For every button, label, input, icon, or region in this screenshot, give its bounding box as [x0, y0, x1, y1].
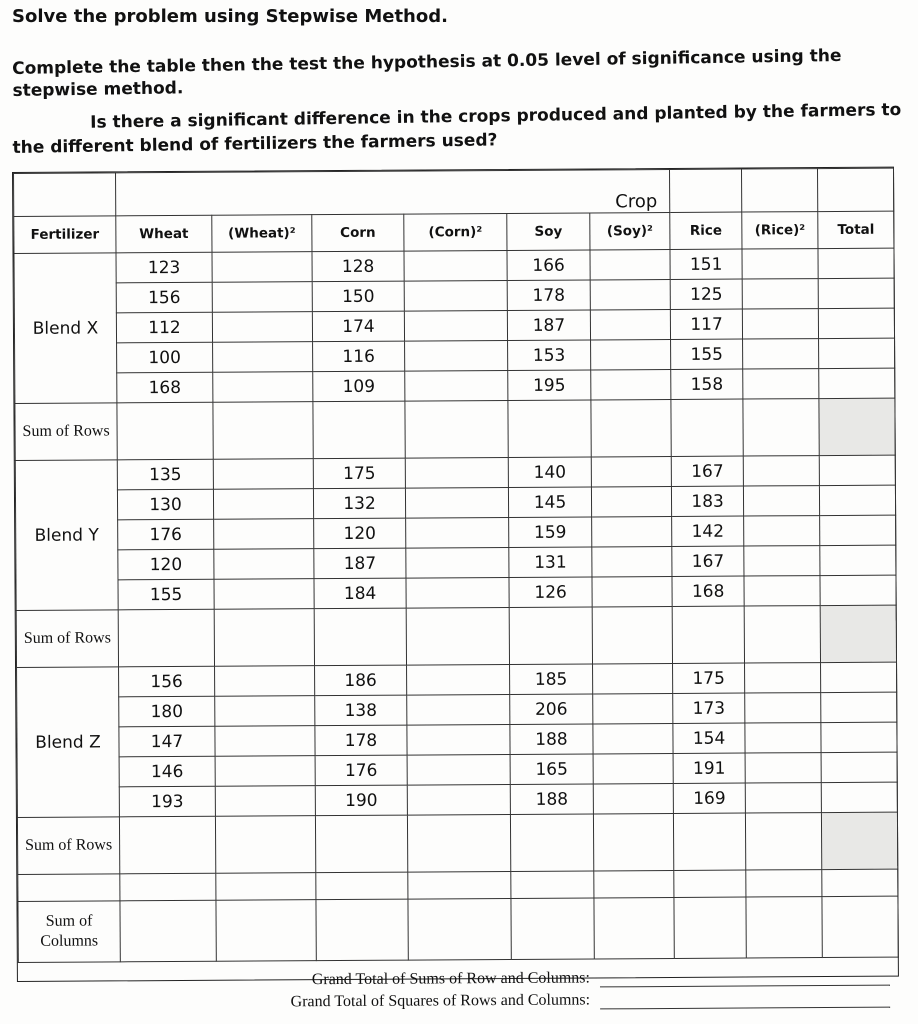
wheat-squared-cell[interactable]: [214, 549, 314, 580]
sum-of-columns-label: Sum of Columns: [18, 901, 120, 963]
rice-value: 191: [673, 753, 745, 783]
row-total-cell[interactable]: [821, 752, 897, 782]
column-sum-cell[interactable]: [822, 896, 898, 957]
rice-squared-cell[interactable]: [742, 279, 818, 309]
rice-value: 183: [672, 486, 744, 516]
corn-squared-cell[interactable]: [404, 250, 507, 281]
header-rice-squared: (Rice)²: [742, 212, 818, 249]
wheat-value: 180: [119, 696, 215, 727]
rice-squared-cell[interactable]: [744, 546, 820, 576]
soy-value: 188: [510, 724, 593, 755]
wheat-value: 120: [118, 549, 214, 580]
row-total-cell[interactable]: [820, 545, 896, 575]
wheat-squared-cell[interactable]: [214, 579, 314, 610]
wheat-squared-cell[interactable]: [212, 282, 312, 313]
question-text: [12, 98, 908, 160]
corn-value: 138: [315, 695, 407, 726]
soy-squared-cell[interactable]: [593, 723, 673, 753]
corn-value: 150: [312, 281, 404, 312]
rice-squared-cell[interactable]: [743, 339, 819, 369]
corn-squared-cell[interactable]: [405, 487, 508, 518]
soy-value: 153: [508, 340, 591, 371]
grand-totals: [18, 958, 898, 1013]
sum-cell[interactable]: [508, 400, 591, 458]
corn-squared-cell[interactable]: [406, 577, 509, 608]
wheat-squared-cell[interactable]: [213, 342, 313, 373]
row-total-cell[interactable]: [819, 455, 895, 485]
fertilizer-label: Blend Y: [15, 460, 118, 611]
soy-squared-cell[interactable]: [593, 783, 673, 813]
blank-cell[interactable]: [408, 871, 511, 899]
corn-value: 175: [313, 458, 405, 489]
soy-squared-cell[interactable]: [591, 486, 671, 516]
rice-value: 168: [672, 576, 744, 606]
column-sum-cell[interactable]: [746, 897, 822, 958]
corn-squared-cell[interactable]: [406, 547, 509, 578]
soy-squared-cell[interactable]: [593, 663, 673, 693]
rice-value: 175: [673, 663, 745, 693]
page-title: Solve the problem using Stepwise Method.: [12, 6, 448, 27]
sum-cell[interactable]: [819, 398, 895, 455]
soy-value: 166: [507, 250, 590, 281]
corn-value: 190: [315, 785, 407, 816]
sum-cell[interactable]: [672, 606, 744, 663]
blank-cell[interactable]: [511, 871, 594, 899]
header-corn-squared: (Corn)²: [404, 213, 507, 251]
corn-squared-cell[interactable]: [406, 517, 509, 548]
rice-value: 142: [672, 516, 744, 546]
blank-cell[interactable]: [120, 873, 216, 901]
grand-total-sums-label: Grand Total of Sums of Row and Columns:: [311, 969, 590, 989]
crop-header-blank: [818, 168, 894, 211]
grand-total-squares-blank[interactable]: [600, 993, 890, 1010]
crop-header-label: Crop: [615, 191, 658, 213]
soy-value: 159: [509, 517, 592, 548]
blank-cell[interactable]: [216, 873, 316, 901]
header-wheat-squared: (Wheat)²: [212, 215, 312, 253]
wheat-squared-cell[interactable]: [215, 756, 315, 787]
soy-squared-cell[interactable]: [590, 249, 670, 279]
row-total-cell[interactable]: [821, 722, 897, 752]
corn-squared-cell[interactable]: [407, 724, 510, 755]
wheat-squared-cell[interactable]: [213, 459, 313, 490]
soy-squared-cell[interactable]: [591, 456, 671, 486]
wheat-squared-cell[interactable]: [213, 489, 313, 520]
sum-cell[interactable]: [314, 608, 406, 666]
soy-squared-cell[interactable]: [592, 576, 672, 606]
corn-squared-cell[interactable]: [404, 280, 507, 311]
sum-cell[interactable]: [671, 399, 743, 456]
blank-cell[interactable]: [316, 872, 408, 900]
column-sum-cell[interactable]: [316, 899, 408, 961]
sum-cell[interactable]: [405, 400, 508, 458]
column-sum-cell[interactable]: [120, 900, 216, 962]
sum-cell[interactable]: [744, 606, 820, 663]
worksheet-table: [12, 167, 899, 1011]
rice-value: 117: [670, 309, 742, 339]
row-total-cell[interactable]: [820, 575, 896, 605]
rice-value: 158: [671, 369, 743, 399]
sum-cell[interactable]: [510, 814, 593, 872]
corn-value: 187: [314, 548, 406, 579]
wheat-value: 123: [116, 252, 212, 283]
crop-header-blank: [670, 169, 742, 212]
wheat-squared-cell[interactable]: [212, 252, 312, 283]
row-total-cell[interactable]: [821, 782, 897, 812]
soy-squared-cell[interactable]: [592, 516, 672, 546]
corn-value: 132: [313, 488, 405, 519]
data-table: [13, 168, 899, 963]
header-total: Total: [818, 211, 894, 248]
rice-value: 167: [672, 546, 744, 576]
soy-value: 206: [510, 694, 593, 725]
header-wheat: Wheat: [116, 215, 212, 253]
sum-of-rows-row: [16, 605, 896, 667]
row-total-cell[interactable]: [819, 368, 895, 398]
row-total-cell[interactable]: [820, 515, 896, 545]
grand-total-squares-label: Grand Total of Squares of Rows and Columns:: [290, 991, 591, 1011]
crop-header-blank: [14, 173, 116, 217]
wheat-value: 130: [117, 489, 213, 520]
rice-squared-cell[interactable]: [743, 456, 819, 486]
column-sum-cell[interactable]: [594, 897, 674, 958]
soy-value: 178: [507, 280, 590, 311]
sum-cell[interactable]: [119, 816, 215, 874]
soy-squared-cell[interactable]: [591, 369, 671, 399]
sum-cell[interactable]: [117, 402, 213, 460]
wheat-squared-cell[interactable]: [213, 372, 313, 403]
soy-value: 165: [510, 754, 593, 785]
sum-of-rows-row: [15, 398, 895, 460]
soy-value: 185: [510, 664, 593, 695]
wheat-value: 155: [118, 579, 214, 610]
sum-cell[interactable]: [315, 815, 407, 873]
row-total-cell[interactable]: [818, 308, 894, 338]
rice-value: 173: [673, 693, 745, 723]
soy-value: 188: [510, 784, 593, 815]
corn-squared-cell[interactable]: [407, 694, 510, 725]
soy-value: 131: [509, 547, 592, 578]
rice-squared-cell[interactable]: [742, 309, 818, 339]
soy-squared-cell[interactable]: [592, 546, 672, 576]
fertilizer-label: Blend X: [14, 253, 117, 404]
soy-value: 145: [508, 487, 591, 518]
soy-squared-cell[interactable]: [593, 753, 673, 783]
corn-squared-cell[interactable]: [407, 784, 510, 815]
rice-squared-cell[interactable]: [745, 753, 821, 783]
corn-value: 120: [314, 518, 406, 549]
sum-cell[interactable]: [591, 399, 671, 456]
header-soy: Soy: [507, 213, 590, 251]
corn-value: 184: [314, 578, 406, 609]
wheat-squared-cell[interactable]: [215, 726, 315, 757]
wheat-value: 135: [117, 459, 213, 490]
soy-squared-cell[interactable]: [590, 309, 670, 339]
sum-cell[interactable]: [407, 814, 510, 872]
corn-squared-cell[interactable]: [404, 310, 507, 341]
sum-cell[interactable]: [213, 402, 313, 460]
crop-header: [116, 169, 670, 215]
rice-squared-cell[interactable]: [745, 723, 821, 753]
rice-squared-cell[interactable]: [745, 663, 821, 693]
rice-squared-cell[interactable]: [742, 249, 818, 279]
corn-value: 128: [312, 251, 404, 282]
corn-squared-cell[interactable]: [405, 340, 508, 371]
blank-cell[interactable]: [746, 870, 822, 897]
corn-value: 109: [313, 371, 405, 402]
blank-cell[interactable]: [18, 874, 120, 902]
wheat-value: 168: [117, 372, 213, 403]
wheat-value: 176: [118, 519, 214, 550]
corn-squared-cell[interactable]: [405, 370, 508, 401]
sum-of-rows-label: Sum of Rows: [17, 817, 119, 875]
corn-value: 178: [315, 725, 407, 756]
row-total-cell[interactable]: [820, 485, 896, 515]
header-corn: Corn: [312, 214, 404, 252]
blank-cell[interactable]: [674, 870, 746, 897]
column-sum-cell[interactable]: [674, 897, 746, 958]
corn-value: 116: [313, 341, 405, 372]
rice-value: 151: [670, 249, 742, 279]
corn-squared-cell[interactable]: [405, 457, 508, 488]
blank-cell[interactable]: [822, 869, 898, 896]
sum-cell[interactable]: [820, 605, 896, 662]
blank-cell[interactable]: [594, 870, 674, 897]
wheat-squared-cell[interactable]: [214, 519, 314, 550]
rice-value: 169: [673, 783, 745, 813]
rice-value: 167: [671, 456, 743, 486]
rice-squared-cell[interactable]: [745, 783, 821, 813]
rice-squared-cell[interactable]: [744, 516, 820, 546]
sum-cell[interactable]: [592, 606, 672, 663]
soy-value: 140: [508, 457, 591, 488]
soy-value: 195: [508, 370, 591, 401]
header-rice: Rice: [670, 212, 742, 249]
corn-value: 176: [315, 755, 407, 786]
rice-squared-cell[interactable]: [743, 369, 819, 399]
column-header-row: [14, 211, 894, 253]
grand-total-sums-blank[interactable]: [600, 971, 890, 988]
sum-cell[interactable]: [509, 607, 592, 665]
row-total-cell[interactable]: [818, 248, 894, 278]
sum-cell[interactable]: [746, 813, 822, 870]
question-body: Is there a significant difference in the crops produced and planted by the farmers to the different blend of fertilizers the farmers used?: [12, 100, 902, 158]
fertilizer-label: Blend Z: [17, 667, 120, 818]
wheat-value: 112: [116, 312, 212, 343]
rice-value: 155: [671, 339, 743, 369]
wheat-value: 156: [119, 666, 215, 697]
wheat-squared-cell[interactable]: [212, 312, 312, 343]
rice-value: 125: [670, 279, 742, 309]
crop-header-blank: [742, 169, 818, 212]
instruction-text: Complete the table then the test the hypothesis at 0.05 level of significance using the stepwise method.: [12, 45, 842, 101]
soy-value: 126: [509, 577, 592, 608]
wheat-value: 147: [119, 726, 215, 757]
sum-cell[interactable]: [313, 401, 405, 459]
sum-of-columns-row: [18, 896, 898, 962]
sum-cell[interactable]: [118, 609, 214, 667]
rice-squared-cell[interactable]: [745, 693, 821, 723]
sum-of-rows-label: Sum of Rows: [15, 403, 117, 461]
sum-cell[interactable]: [214, 609, 314, 667]
header-fertilizer: Fertilizer: [14, 216, 116, 254]
sum-cell[interactable]: [406, 607, 509, 665]
soy-squared-cell[interactable]: [593, 693, 673, 723]
row-total-cell[interactable]: [821, 662, 897, 692]
rice-value: 154: [673, 723, 745, 753]
sum-of-rows-row: [17, 812, 897, 874]
sum-cell[interactable]: [215, 816, 315, 874]
sum-cell[interactable]: [674, 813, 746, 870]
corn-squared-cell[interactable]: [407, 754, 510, 785]
wheat-value: 100: [117, 342, 213, 373]
sum-cell[interactable]: [593, 813, 673, 870]
wheat-squared-cell[interactable]: [215, 666, 315, 697]
corn-squared-cell[interactable]: [407, 664, 510, 695]
soy-squared-cell[interactable]: [591, 339, 671, 369]
header-soy-squared: (Soy)²: [590, 212, 670, 249]
sum-cell[interactable]: [743, 399, 819, 456]
rice-squared-cell[interactable]: [744, 576, 820, 606]
soy-value: 187: [507, 310, 590, 341]
rice-squared-cell[interactable]: [744, 486, 820, 516]
wheat-value: 146: [119, 756, 215, 787]
column-sum-cell[interactable]: [216, 900, 316, 962]
column-sum-cell[interactable]: [511, 898, 594, 960]
row-total-cell[interactable]: [819, 338, 895, 368]
wheat-value: 193: [119, 786, 215, 817]
wheat-squared-cell[interactable]: [215, 696, 315, 727]
sum-of-rows-label: Sum of Rows: [16, 610, 118, 668]
column-sum-cell[interactable]: [408, 898, 511, 960]
soy-squared-cell[interactable]: [590, 279, 670, 309]
wheat-squared-cell[interactable]: [215, 786, 315, 817]
sum-cell[interactable]: [822, 812, 898, 869]
row-total-cell[interactable]: [821, 692, 897, 722]
row-total-cell[interactable]: [818, 278, 894, 308]
corn-value: 186: [315, 665, 407, 696]
corn-value: 174: [312, 311, 404, 342]
wheat-value: 156: [116, 282, 212, 313]
